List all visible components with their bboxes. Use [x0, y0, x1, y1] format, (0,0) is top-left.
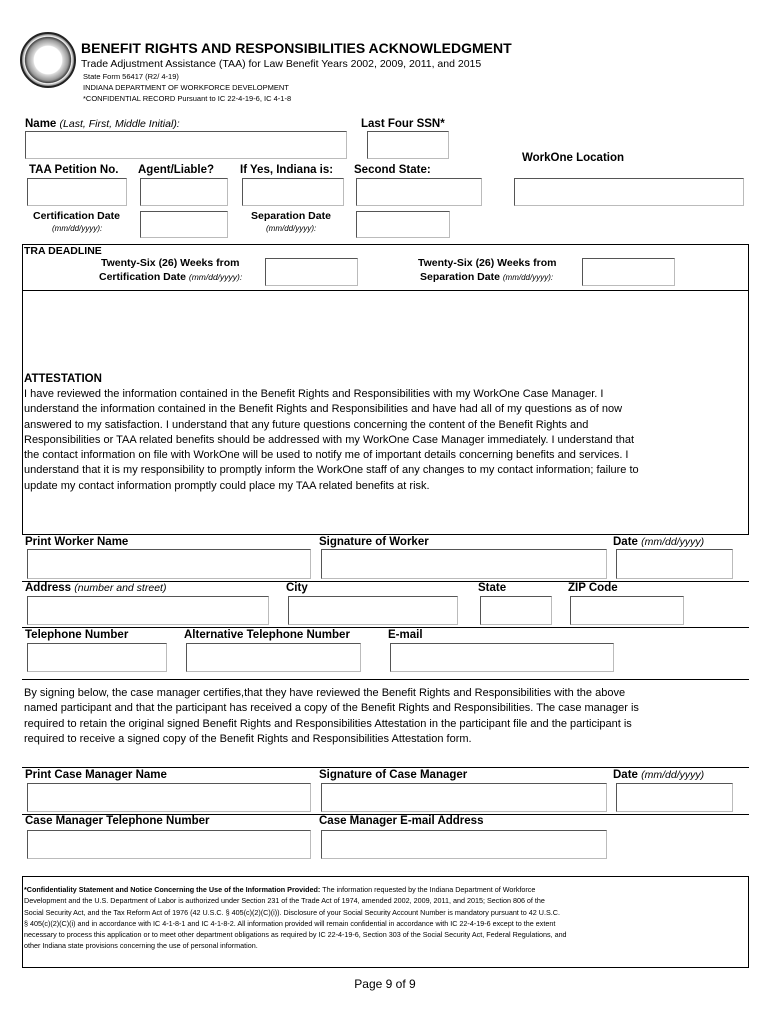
form-title: BENEFIT RIGHTS AND RESPONSIBILITIES ACKNOWLEDGMENT — [81, 40, 512, 56]
alt-telephone-field[interactable] — [186, 643, 361, 672]
attestation-text: I have reviewed the information contained in the Benefit Rights and Responsibilities with my WorkOne Case Manager. I understand the information contained in the Benefit Rights and Responsibilities and have had all of my questions as of now answered to my satisfaction. I understand that any future questions concerning the content of the Benefit Rights and Responsibilities or TAA related benefits should be addressed with my WorkOne Case Manager immediately. I understand that the contact information on file with WorkOne will be used to notify me of important details concerning benefits and services. I understand that it is my responsibility to promptly inform the WorkOne staff of any changes to my contact information; failure to update my contact information promptly could place my TAA related benefits at risk. — [24, 388, 639, 492]
divider — [22, 679, 749, 680]
print-case-manager-name-field[interactable] — [27, 783, 311, 812]
case-manager-telephone-field[interactable] — [27, 830, 311, 859]
case-manager-signature-field[interactable] — [321, 783, 607, 812]
worker-date-label: Date (mm/dd/yyyy) — [613, 536, 705, 548]
name-field[interactable] — [25, 131, 347, 159]
telephone-field[interactable] — [27, 643, 167, 672]
petition-field[interactable] — [27, 178, 127, 206]
department-name: INDIANA DEPARTMENT OF WORKFORCE DEVELOPMENT — [83, 83, 289, 92]
agent-liable-field[interactable] — [140, 178, 228, 206]
confidential-notice: *CONFIDENTIAL RECORD Pursuant to IC 22-4-19-6, IC 4-1-8 — [83, 94, 292, 103]
attestation-heading: ATTESTATION — [24, 373, 102, 385]
tra-cert-line1: Twenty-Six (26) Weeks from — [101, 257, 240, 269]
case-manager-email-field[interactable] — [321, 830, 607, 859]
separation-date-field[interactable] — [356, 211, 450, 238]
second-state-field[interactable] — [356, 178, 482, 206]
tra-sep-line2: Separation Date (mm/dd/yyyy): — [420, 271, 554, 283]
address-label: Address (number and street) — [25, 582, 167, 594]
tra-cert-deadline-field[interactable] — [265, 258, 358, 286]
if-yes-indiana-label: If Yes, Indiana is: — [240, 164, 334, 176]
worker-signature-field[interactable] — [321, 549, 607, 579]
divider — [22, 627, 749, 628]
worker-date-field[interactable] — [616, 549, 733, 579]
workone-location-label: WorkOne Location — [522, 152, 625, 164]
case-manager-email-label: Case Manager E-mail Address — [319, 815, 484, 827]
divider — [22, 767, 749, 768]
separation-date-hint: (mm/dd/yyyy): — [266, 224, 317, 233]
certification-date-label: Certification Date — [33, 210, 120, 222]
confidentiality-statement: *Confidentiality Statement and Notice Concerning the Use of the Information Provided: The information requested by the Indiana Department of Workforce Development and the U.S. Department of Labor is authorized under Section 231 of the Trade Act of 1974, amended 2002, 2009, 2011, and 2015; Section 806 of the Social Security Act, and the Tax Reform Act of 1976 (42 U.S.C. § 405(c)(2)(C)(i)). Disclosure of your Social Security Account Number is mandatory pursuant to 42 U.S.C. § 405(c)(2)(C)(i) and in accordance with IC 4-1-8-1 and IC 4-1-8-2. All information provided will remain confidential in accordance with IC 22-4-19-6 except to the extent necessary to process this application or to meet other department obligations as required by IC 22-4-19-6, Section 303 of the Social Security Act, Federal Regulations, and other Indiana state provisions concerning the use of personal information. — [24, 885, 567, 951]
telephone-label: Telephone Number — [25, 629, 129, 641]
city-label: City — [286, 582, 308, 594]
email-field[interactable] — [390, 643, 614, 672]
form-number: State Form 56417 (R2/ 4-19) — [83, 72, 179, 81]
second-state-label: Second State: — [354, 164, 431, 176]
if-yes-indiana-field[interactable] — [242, 178, 344, 206]
ssn-field[interactable] — [367, 131, 449, 159]
case-manager-certification-text: By signing below, the case manager certifies,that they have reviewed the Benefit Rights and Responsibilities with the above named participant and that the participant has received a copy of the Benefit Rights and Responsibilities. The case manager is required to retain the original signed Benefit Rights and Responsibilities Attestation in the participant file and the participant is required to receive a signed copy of the Benefit Rights and Responsibilities Attestation form. — [24, 687, 639, 745]
print-case-manager-name-label: Print Case Manager Name — [25, 769, 167, 781]
state-label: State — [478, 582, 507, 594]
indiana-state-seal — [20, 32, 76, 88]
certification-date-field[interactable] — [140, 211, 228, 238]
worker-signature-label: Signature of Worker — [319, 536, 429, 548]
certification-date-hint: (mm/dd/yyyy): — [52, 224, 103, 233]
separation-date-label: Separation Date — [251, 210, 331, 222]
tra-sep-line1: Twenty-Six (26) Weeks from — [418, 257, 557, 269]
divider — [22, 534, 749, 535]
form-subtitle: Trade Adjustment Assistance (TAA) for Law Benefit Years 2002, 2009, 2011, and 2015 — [81, 58, 482, 70]
print-worker-name-label: Print Worker Name — [25, 536, 129, 548]
print-worker-name-field[interactable] — [27, 549, 311, 579]
petition-label: TAA Petition No. — [29, 164, 119, 176]
city-field[interactable] — [288, 596, 458, 625]
tra-sep-deadline-field[interactable] — [582, 258, 675, 286]
alt-telephone-label: Alternative Telephone Number — [184, 629, 350, 641]
page-number: Page 9 of 9 — [354, 977, 416, 991]
agent-liable-label: Agent/Liable? — [138, 164, 215, 176]
case-manager-date-field[interactable] — [616, 783, 733, 812]
address-field[interactable] — [27, 596, 269, 625]
tra-deadline-heading: TRA DEADLINE — [24, 245, 102, 257]
workone-location-field[interactable] — [514, 178, 744, 206]
case-manager-date-label: Date (mm/dd/yyyy) — [613, 769, 705, 781]
case-manager-telephone-label: Case Manager Telephone Number — [25, 815, 210, 827]
zip-code-field[interactable] — [570, 596, 684, 625]
zip-code-label: ZIP Code — [568, 582, 618, 594]
name-label: Name (Last, First, Middle Initial): — [25, 118, 180, 130]
state-field[interactable] — [480, 596, 552, 625]
tra-cert-line2: Certification Date (mm/dd/yyyy): — [99, 271, 243, 283]
case-manager-signature-label: Signature of Case Manager — [319, 769, 468, 781]
ssn-label: Last Four SSN* — [361, 118, 445, 130]
email-label: E-mail — [388, 629, 423, 641]
